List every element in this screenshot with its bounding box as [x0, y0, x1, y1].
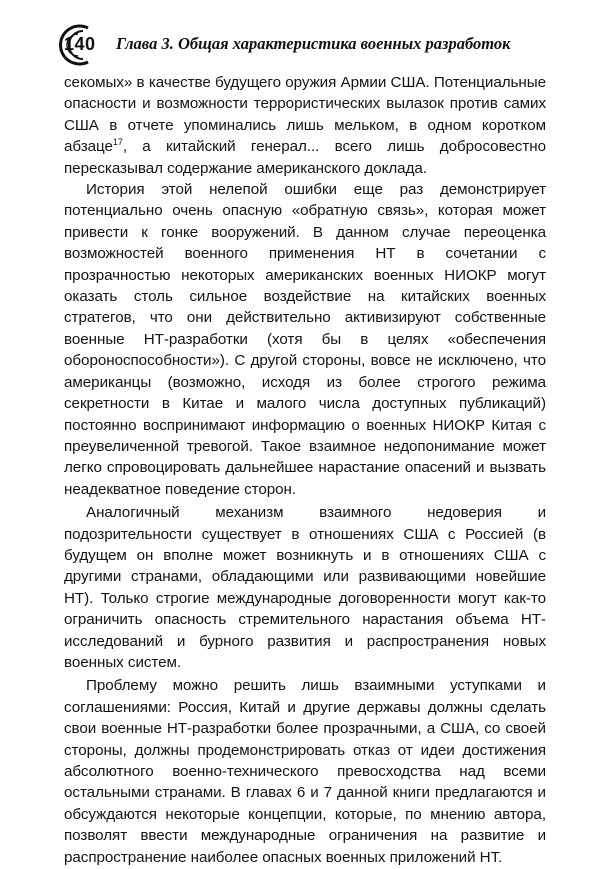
paragraph: Проблему можно решить лишь взаимными уступками и соглашениями: Россия, Китай и другие державы должны сделать свои военные НТ-разработки более прозрачными, а США, со своей стороны, должны продемонстрировать отказ от идеи достижения абсолютного военно-технического превосходства над всеми остальными странами. В главах 6 и 7 данной книги предлагаются и обсуждаются некоторые концепции, которые, по мнению автора, позволят ввести международные ограничения на развитие и распространение наиболее опасных военных приложений НТ.	[64, 677, 546, 866]
paragraph-text: , а китайский генерал... всего лишь добросовестно пересказывал содержание американского доклада.	[64, 138, 546, 177]
paragraph: Аналогичный механизм взаимного недоверия и подозрительности существует в отношениях США с Россией (в будущем он вполне может возникнуть и в отношениях США с другими странами, обладающими или развивающими новейшие НТ). Только строгие международные договоренности могут как-то ограничить опасность стремительного нарастания объема НТ-исследований и бурного развития и распространения новых военных систем.	[64, 504, 546, 671]
page-number: 140	[64, 34, 96, 54]
paragraph-continued	[64, 72, 546, 179]
running-header-title: Глава 3. Общая характеристика военных разработок	[116, 34, 511, 53]
paragraph-text: секомых» в качестве будущего оружия Армии США. Потенциальные опасности и возможности террористических вылазок против самих США в отчете упоминались лишь мельком, в одном коротком абзаце	[64, 74, 546, 156]
body-text	[64, 72, 546, 868]
page-header	[48, 22, 560, 68]
footnote-reference: 17	[112, 137, 123, 148]
paragraph: История этой нелепой ошибки еще раз демонстрирует потенциально очень опасную «обратную связь», которая может привести к гонке вооружений. В данном случае переоценка возможностей военного применения НТ в сочетании с прозрачностью некоторых американских военных НИОКР могут оказать столь сильное воздействие на китайских военных стратегов, что они действительно активизируют собственные военные НТ-разработки (хотя бы в целях «обеспечения обороноспособности»). С другой стороны, вовсе не исключено, что американцы (возможно, исходя из более строгого режима секретности в Китае и малого числа доступных публикаций) постоянно воспринимают информацию о военных НИОКР Китая с преувеличенной тревогой. Такое взаимное недопонимание может легко спровоцировать дальнейшее нарастание опасений и вызвать неадекватное поведение сторон.	[64, 181, 546, 498]
